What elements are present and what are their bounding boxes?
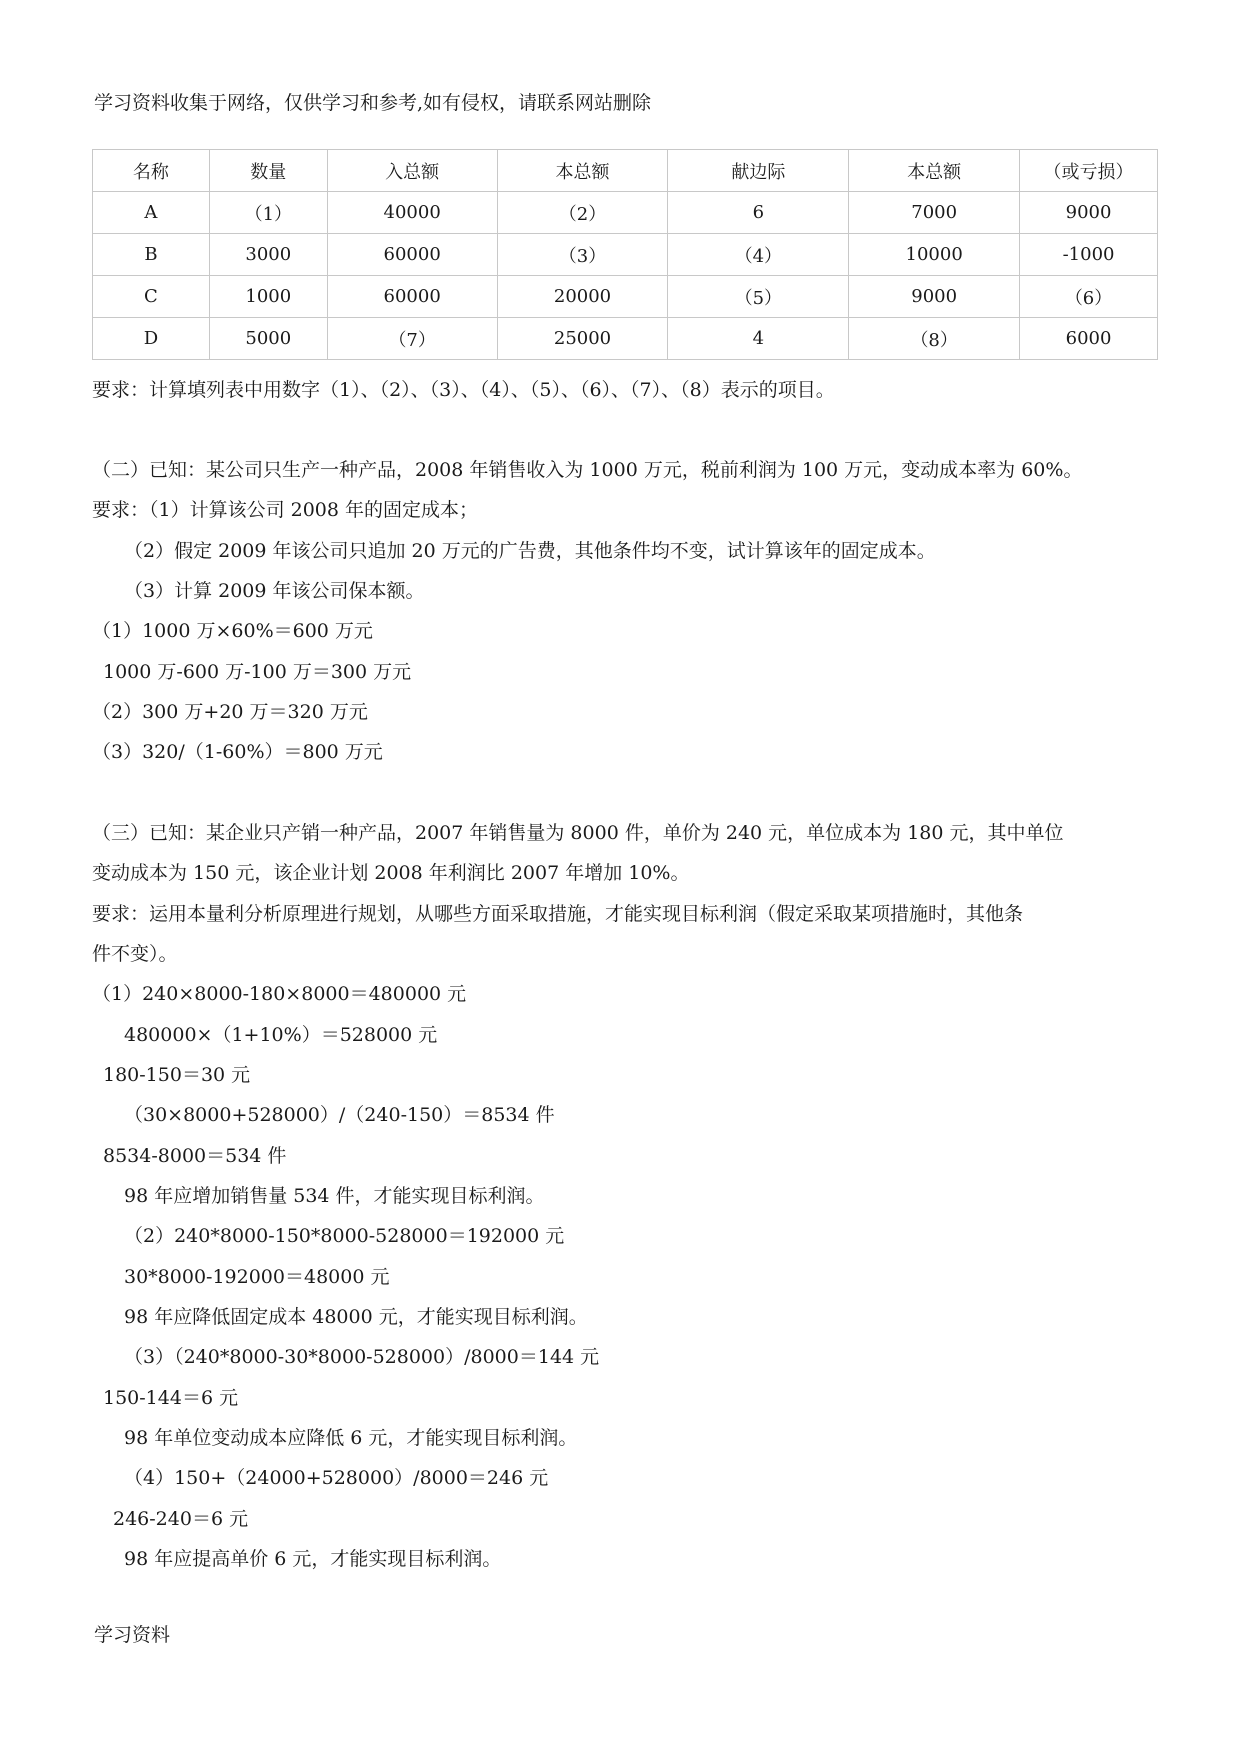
table-cell: 7000 [849,192,1020,234]
table-cell: （8） [849,318,1020,360]
header-cell: 名称 [93,150,210,192]
table-cell: 4 [668,318,849,360]
problem-3-statement: （三）已知：某企业只产销一种产品，2007 年销售量为 8000 件，单价为 240 元，单位成本为 180 元，其中单位 [92,822,1064,844]
solution-line: 480000×（1+10%）＝528000 元 [124,1024,438,1046]
table-cell: （1） [209,192,327,234]
page-footer: 学习资料 [94,1624,171,1646]
table-cell: 20000 [497,276,668,318]
page-header: 学习资料收集于网络，仅供学习和参考,如有侵权，请联系网站删除 [94,92,652,114]
solution-line: （3）（240*8000-30*8000-528000）/8000＝144 元 [124,1346,600,1368]
solution-line: 246-240＝6 元 [113,1508,249,1530]
table-cell: 9000 [849,276,1020,318]
solution-line: 1000 万-600 万-100 万＝300 万元 [103,661,412,683]
header-cell: 本总额 [849,150,1020,192]
table-requirement: 要求：计算填列表中用数字（1）、（2）、（3）、（4）、（5）、（6）、（7）、（8）表示的项目。 [92,379,835,401]
table-cell: 6 [668,192,849,234]
problem-2-requirement: 要求：（1）计算该公司 2008 年的固定成本； [92,499,479,521]
solution-line: （2）240*8000-150*8000-528000＝192000 元 [124,1225,565,1247]
table-cell: （4） [668,234,849,276]
table-cell: 40000 [327,192,497,234]
header-cell: 本总额 [497,150,668,192]
table-cell: A [93,192,210,234]
table-row [93,276,1158,318]
solution-line: （1）1000 万×60%＝600 万元 [92,620,373,642]
table-cell: 5000 [209,318,327,360]
solution-line: （30×8000+528000）/（240-150）＝8534 件 [124,1104,555,1126]
solution-line: 150-144＝6 元 [103,1387,239,1409]
table-row [93,192,1158,234]
table-row [93,234,1158,276]
solution-line: 98 年应降低固定成本 48000 元，才能实现目标利润。 [124,1306,588,1328]
table-cell: （3） [497,234,668,276]
solution-line: 98 年单位变动成本应降低 6 元，才能实现目标利润。 [124,1427,578,1449]
solution-line: （1）240×8000-180×8000＝480000 元 [92,983,467,1005]
problem-3-requirement: 要求：运用本量利分析原理进行规划，从哪些方面采取措施，才能实现目标利润（假定采取某项措施时，其他条 [92,903,1024,925]
header-cell: 入总额 [327,150,497,192]
table-cell: 9000 [1020,192,1158,234]
solution-line: 98 年应提高单价 6 元，才能实现目标利润。 [124,1548,502,1570]
header-cell: 数量 [209,150,327,192]
solution-line: 98 年应增加销售量 534 件，才能实现目标利润。 [124,1185,545,1207]
table-cell: （2） [497,192,668,234]
problem-2-requirement-3: （3）计算 2009 年该公司保本额。 [124,580,425,602]
table-cell: D [93,318,210,360]
problem-3-requirement-cont: 件不变）。 [92,943,178,965]
problem-2-statement: （二）已知：某公司只生产一种产品，2008 年销售收入为 1000 万元，税前利润为 100 万元，变动成本率为 60%。 [92,459,1083,481]
table-cell: 6000 [1020,318,1158,360]
table-row [93,318,1158,360]
header-cell: 献边际 [668,150,849,192]
table-cell: 25000 [497,318,668,360]
header-cell: （或亏损） [1020,150,1158,192]
table-cell: 60000 [327,234,497,276]
table-cell: 10000 [849,234,1020,276]
solution-line: （4）150+（24000+528000）/8000＝246 元 [124,1467,549,1489]
table-cell: 60000 [327,276,497,318]
solution-line: 30*8000-192000＝48000 元 [124,1266,390,1288]
table-cell: B [93,234,210,276]
problem-3-statement-cont: 变动成本为 150 元，该企业计划 2008 年利润比 2007 年增加 10%。 [92,862,690,884]
table-cell: 3000 [209,234,327,276]
solution-line: 180-150＝30 元 [103,1064,251,1086]
table-cell: C [93,276,210,318]
table-cell: -1000 [1020,234,1158,276]
table-cell: （6） [1020,276,1158,318]
solution-line: 8534-8000＝534 件 [103,1145,287,1167]
table-cell: 1000 [209,276,327,318]
table-header-row [93,150,1158,192]
solution-line: （3）320/（1-60%）＝800 万元 [92,741,383,763]
table-cell: （5） [668,276,849,318]
problem-2-requirement-2: （2）假定 2009 年该公司只追加 20 万元的广告费，其他条件均不变，试计算该年的固定成本。 [124,540,936,562]
solution-line: （2）300 万+20 万＝320 万元 [92,701,368,723]
table-cell: （7） [327,318,497,360]
data-table [92,149,1158,360]
